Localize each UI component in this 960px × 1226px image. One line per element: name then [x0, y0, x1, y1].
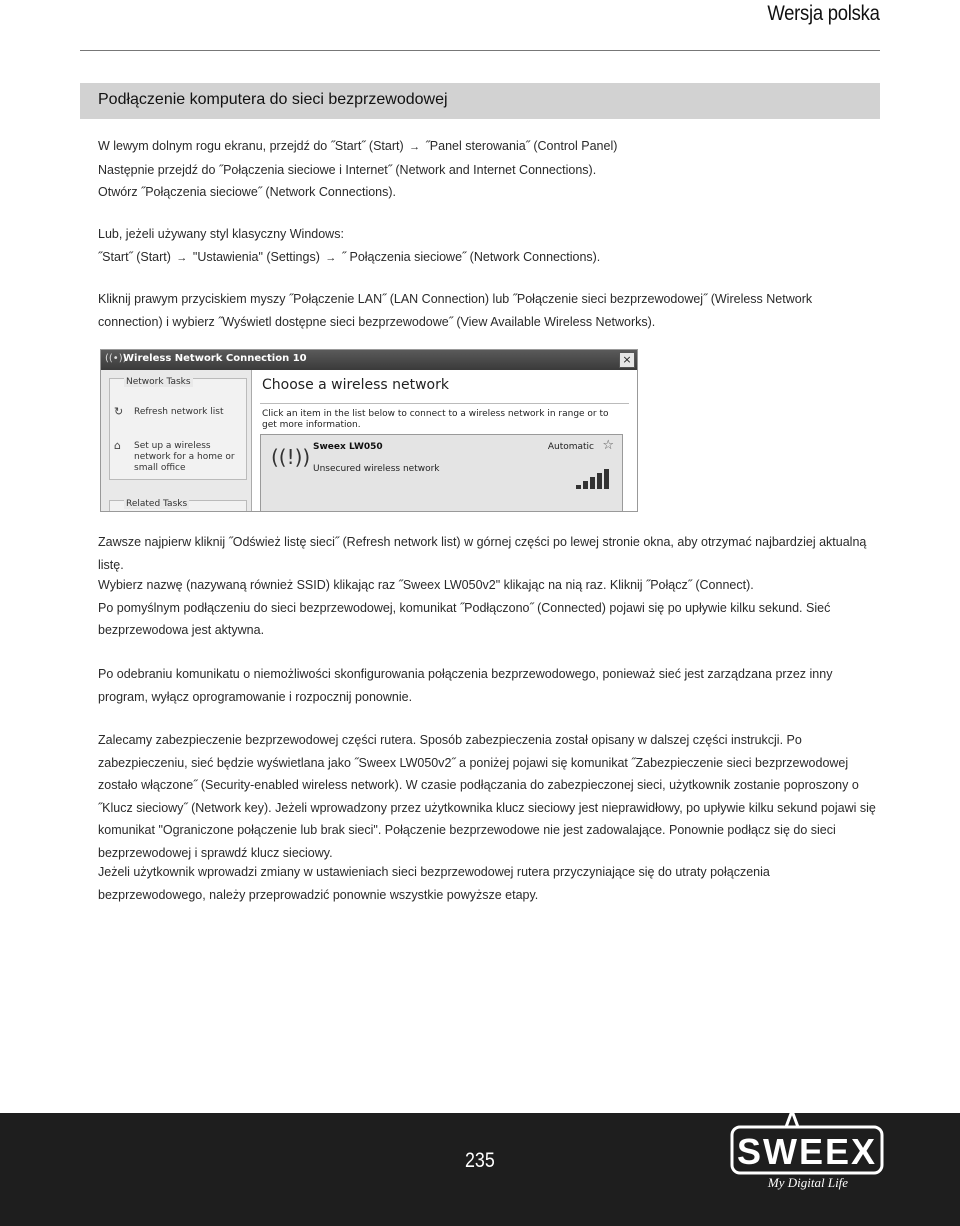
window-titlebar [101, 350, 637, 370]
arrow-icon: → [325, 251, 337, 264]
network-security-status: Unsecured wireless network [313, 464, 440, 474]
signal-bar [604, 469, 609, 489]
signal-bar [597, 473, 602, 489]
heading-divider [260, 403, 629, 404]
network-name: Sweex LW050 [313, 442, 383, 452]
arrow-icon: → [409, 141, 421, 153]
paragraph-5 [98, 574, 878, 642]
p2-line1: Lub, jeżeli używany styl klasyczny Windows: [98, 227, 344, 241]
p4-text: Zawsze najpierw kliknij ˝Odśwież listę sieci˝ (Refresh network list) w górnej części po lewej stronie okna, aby otrzymać najbardziej aktualną listę. [98, 535, 867, 572]
page-footer [0, 1113, 960, 1226]
task-sidebar [101, 370, 252, 511]
p8-text: Jeżeli użytkownik wprowadzi zmiany w ustawieniach sieci bezprzewodowej rutera przyczyniające się do utraty połączenia bezprzewodowego, należy przeprowadzić ponownie wszystkie powyższe etapy. [98, 865, 770, 902]
network-list-description: Click an item in the list below to connect to a wireless network in range or to get more information. [262, 409, 609, 430]
paragraph-1 [98, 135, 878, 204]
paragraph-7 [98, 729, 878, 864]
sweex-logo [728, 1113, 888, 1199]
network-tasks-title: Network Tasks [126, 377, 191, 387]
related-tasks-title: Related Tasks [126, 499, 188, 509]
paragraph-4 [98, 531, 878, 576]
p5-text: Po pomyślnym podłączeniu do sieci bezprzewodowej, komunikat ˝Podłączono˝ (Connected) pojawi się po upływie kilku sekund. Sieć bezprzewodowa jest aktywna. [98, 600, 831, 637]
p1-line2: Następnie przejdź do ˝Połączenia sieciowe i Internet˝ (Network and Internet Connections). [98, 162, 597, 177]
antenna-icon: ((!)) [271, 445, 311, 469]
signal-bar [576, 485, 581, 489]
section-header [80, 83, 880, 119]
signal-strength-icon [574, 469, 614, 489]
close-icon[interactable]: × [619, 352, 635, 368]
page-number: 235 [465, 1149, 495, 1172]
refresh-network-list-link[interactable]: Refresh network list [134, 407, 224, 417]
setup-network-icon: ⌂ [114, 439, 121, 452]
p7-text: Zalecamy zabezpieczenie bezprzewodowej części rutera. Sposób zabezpieczenia został opisany w dalszej części instrukcji. Po zabezpieczeniu, sieć będzie wyświetlana jako ˝Sweex LW050v2˝ a poniżej pojawi się komunikat ˝Zabezpieczenie sieci bezprzewodowej zostało włączone˝ (Security-enabled wireless network). W czasie podłączania do zabezpieczonej sieci, użytkownik zostanie poproszony o ˝Klucz sieciowy˝ (Network key). Jeżeli wprowadzony przez użytkownika klucz sieciowy jest nieprawidłowy, po upływie kilku sekund pojawi się komunikat "Ograniczone połączenie lub brak sieci". Połączenie bezprzewodowe nie jest zadowalające. Ponownie podłącz się do sieci bezprzewodowej i sprawdź klucz sieciowy. [98, 733, 876, 860]
p2-start: ˝Start˝ (Start) [98, 249, 171, 264]
p3-text: Kliknij prawym przyciskiem myszy ˝Połączenie LAN˝ (LAN Connection) lub ˝Połączenie sieci bezprzewodowej˝ (Wireless Network connection) i wybierz ˝Wyświetl dostępne sieci bezprzewodowe˝ (View Available Wireless Networks). [98, 292, 813, 329]
logo-wordmark: SWEEX [736, 1131, 878, 1172]
paragraph-3 [98, 288, 878, 333]
p2-settings: "Ustawienia" (Settings) [192, 249, 320, 264]
network-list-pane [252, 370, 637, 511]
choose-network-heading: Choose a wireless network [262, 377, 449, 393]
network-tasks-panel [109, 378, 247, 480]
section-title: Podłączenie komputera do sieci bezprzewodowej [98, 91, 448, 108]
logo-tagline: My Digital Life [767, 1175, 849, 1190]
window-title: Wireless Network Connection 10 [123, 353, 307, 364]
star-icon: ☆ [602, 438, 614, 453]
signal-bar [590, 477, 595, 489]
language-label: Wersja polska [767, 2, 880, 25]
network-list-item[interactable] [260, 434, 623, 512]
refresh-icon: ↻ [114, 405, 124, 418]
p2-network-connections: ˝ Połączenia sieciowe˝ (Network Connections). [341, 249, 601, 264]
paragraph-6 [98, 663, 878, 708]
setup-wireless-network-link[interactable]: Set up a wireless network for a home or small office [134, 441, 235, 473]
arrow-icon: → [176, 251, 188, 264]
related-tasks-panel [109, 500, 247, 512]
signal-bar [583, 481, 588, 489]
p1-line1-start: W lewym dolnym rogu ekranu, przejdź do ˝Start˝ (Start) [98, 139, 404, 153]
p1-line1-end: ˝Panel sterowania˝ (Control Panel) [425, 139, 618, 153]
header-divider [80, 50, 880, 51]
paragraph-8 [98, 861, 878, 906]
p6-text: Po odebraniu komunikatu o niemożliwości skonfigurowania połączenia bezprzewodowego, ponieważ sieć jest zarządzana przez inny program, wyłącz oprogramowanie i rozpocznij ponownie. [98, 667, 833, 704]
p5-line1: Wybierz nazwę (nazywaną również SSID) klikając raz ˝Sweex LW050v2" klikając na nią raz. Kliknij ˝Połącz˝ (Connect). [98, 578, 754, 592]
wireless-network-screenshot [100, 349, 638, 512]
p1-line3: Otwórz ˝Połączenia sieciowe˝ (Network Connections). [98, 185, 397, 199]
wireless-icon: ((•)) [105, 353, 127, 364]
network-connect-mode: Automatic [547, 442, 594, 452]
paragraph-2 [98, 223, 878, 269]
